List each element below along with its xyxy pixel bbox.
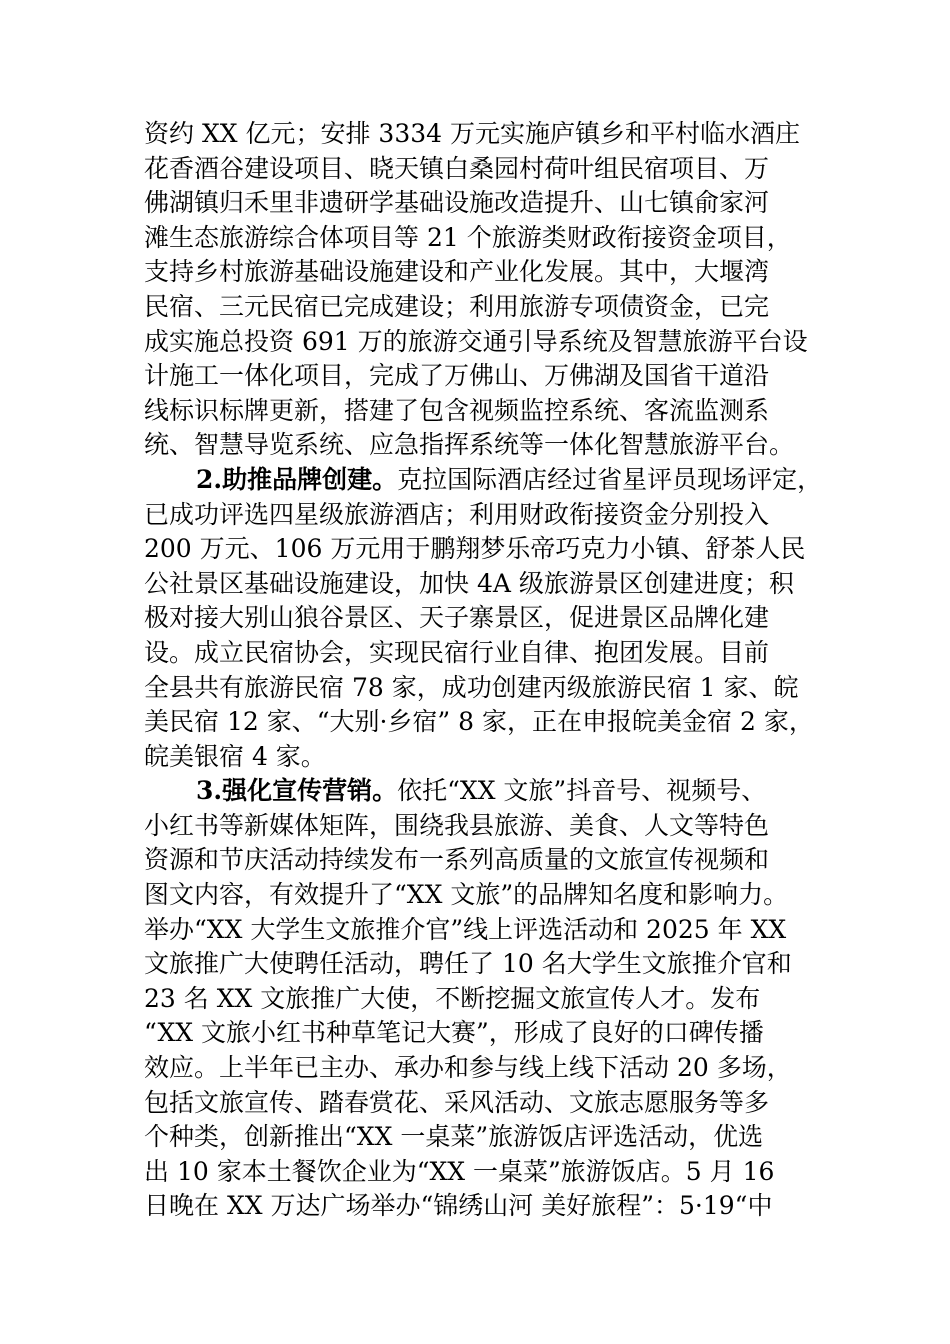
text-line: 成实施总投资 691 万的旅游交通引导系统及智慧旅游平台设 xyxy=(144,326,808,356)
text-line: 文旅推广大使聘任活动，聘任了 10 名大学生文旅推介官和 xyxy=(144,949,792,979)
text-line: 美民宿 12 家、“大别·乡宿” 8 家，正在申报皖美金宿 2 家， xyxy=(144,707,814,737)
text-line: 小红书等新媒体矩阵，围绕我县旅游、美食、人文等特色 xyxy=(144,810,770,840)
text-line: 个种类，创新推出“XX 一桌菜”旅游饭店评选活动，优选 xyxy=(144,1122,764,1152)
text-line: 效应。上半年已主办、承办和参与线上线下活动 20 多场， xyxy=(144,1053,792,1083)
text-line: 线标识标牌更新，搭建了包含视频监控系统、客流监测系 xyxy=(144,395,770,425)
text-line: 资源和节庆活动持续发布一系列高质量的文旅宣传视频和 xyxy=(144,845,770,875)
text-line: 统、智慧导览系统、应急指挥系统等一体化智慧旅游平台。 xyxy=(144,430,795,460)
section-2-paragraph xyxy=(144,463,834,774)
text-line: 民宿、三元民宿已完成建设；利用旅游专项债资金，已完 xyxy=(144,291,770,321)
paragraph-1 xyxy=(144,117,834,463)
text-line: 支持乡村旅游基础设施建设和产业化发展。其中，大堰湾 xyxy=(144,257,770,287)
text-line: 200 万元、106 万元用于鹏翔梦乐帝巧克力小镇、舒茶人民 xyxy=(144,534,806,564)
text-line: 佛湖镇归禾里非遗研学基础设施改造提升、山七镇俞家河 xyxy=(144,188,770,218)
text-line: 滩生态旅游综合体项目等 21 个旅游类财政衔接资金项目， xyxy=(144,222,792,252)
section-3-first-line xyxy=(144,774,834,809)
section-3-paragraph xyxy=(144,774,834,1224)
text-line: 日晚在 XX 万达广场举办“锦绣山河 美好旅程”：5·19“中 xyxy=(144,1191,773,1221)
text-line: 出 10 家本土餐饮企业为“XX 一桌菜”旅游饭店。5 月 16 xyxy=(144,1156,775,1186)
text-line: 举办“XX 大学生文旅推介官”线上评选活动和 2025 年 XX xyxy=(144,914,787,944)
section-3-heading: 3.强化宣传营销。 xyxy=(196,776,398,806)
section-2-heading: 2.助推品牌创建。 xyxy=(196,464,398,494)
text-line: “XX 文旅小红书种草笔记大赛”，形成了良好的口碑传播 xyxy=(144,1018,764,1048)
text-line: 计施工一体化项目，完成了万佛山、万佛湖及国省干道沿 xyxy=(144,361,770,391)
text-line: 花香酒谷建设项目、晓天镇白桑园村荷叶组民宿项目、万 xyxy=(144,153,770,183)
document-page xyxy=(144,117,834,1224)
text-line: 极对接大别山狼谷景区、天子寨景区，促进景区品牌化建 xyxy=(144,603,770,633)
text-line: 图文内容，有效提升了“XX 文旅”的品牌知名度和影响力。 xyxy=(144,880,789,910)
text-line: 全县共有旅游民宿 78 家，成功创建丙级旅游民宿 1 家、皖 xyxy=(144,672,799,702)
section-2-first-line xyxy=(144,463,834,498)
text-line: 依托“XX 文旅”抖音号、视频号、 xyxy=(397,776,767,806)
text-line: 皖美银宿 4 家。 xyxy=(144,741,326,771)
text-line: 已成功评选四星级旅游酒店；利用财政衔接资金分别投入 xyxy=(144,499,770,529)
text-line: 资约 XX 亿元；安排 3334 万元实施庐镇乡和平村临水酒庄 xyxy=(144,119,801,148)
text-line: 包括文旅宣传、踏春赏花、采风活动、文旅志愿服务等多 xyxy=(144,1087,770,1117)
text-line: 23 名 XX 文旅推广大使，不断挖掘文旅宣传人才。发布 xyxy=(144,983,761,1013)
text-line: 公社景区基础设施建设，加快 4A 级旅游景区创建进度；积 xyxy=(144,568,794,598)
text-line: 克拉国际酒店经过省星评员现场评定， xyxy=(397,464,823,494)
text-line: 设。成立民宿协会，实现民宿行业自律、抱团发展。目前 xyxy=(144,637,770,667)
